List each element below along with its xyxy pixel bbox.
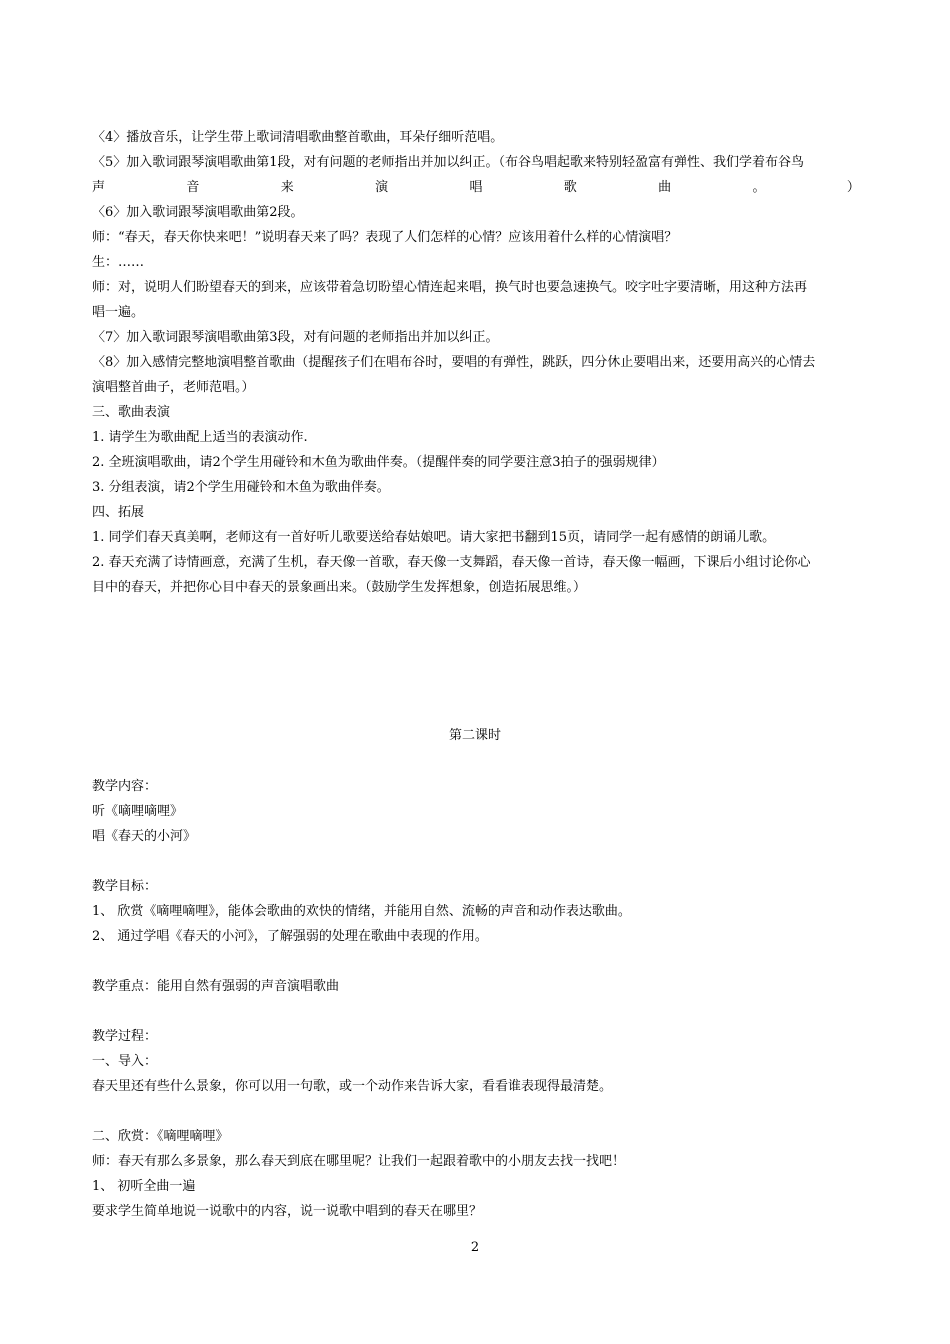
spread-char: 音 bbox=[186, 180, 200, 195]
paragraph-line: 师：春天有那么多景象，那么春天到底在哪里呢？让我们一起跟着歌中的小朋友去找一找吧！ bbox=[92, 1154, 626, 1169]
paragraph-line: 1. 请学生为歌曲配上适当的表演动作. bbox=[92, 430, 308, 445]
paragraph-line: 1、 欣赏《嘀哩嘀哩》，能体会歌曲的欢快的情绪，并能用自然、流畅的声音和动作表达歌曲。 bbox=[92, 904, 631, 919]
section-heading: 二、欣赏：《嘀哩嘀哩》 bbox=[92, 1129, 229, 1144]
spread-char: 曲 bbox=[658, 180, 672, 195]
spread-char: ） bbox=[846, 180, 860, 195]
spread-char: 。 bbox=[752, 180, 766, 195]
spread-char: 唱 bbox=[469, 180, 483, 195]
paragraph-line: 2. 春天充满了诗情画意，充满了生机，春天像一首歌，春天像一支舞蹈，春天像一首诗，春天像一幅画，下课后小组讨论你心 bbox=[92, 555, 811, 570]
paragraph-line: 1. 同学们春天真美啊，老师这有一首好听儿歌要送给春姑娘吧。请大家把书翻到15页，请同学一起有感情的朗诵儿歌。 bbox=[92, 530, 776, 545]
paragraph-line: 2. 全班演唱歌曲，请2个学生用碰铃和木鱼为歌曲伴奏。（提醒伴奏的同学要注意3拍子的强弱规律） bbox=[92, 455, 665, 470]
paragraph-line: 唱《春天的小河》 bbox=[92, 829, 197, 844]
paragraph-line: 〈7〉加入歌词跟琴演唱歌曲第3段，对有问题的老师指出并加以纠正。 bbox=[92, 330, 499, 345]
label-line: 教学过程： bbox=[92, 1029, 158, 1044]
section-heading: 四、拓展 bbox=[92, 505, 145, 520]
label-line: 教学重点：能用自然有强弱的声音演唱歌曲 bbox=[92, 979, 340, 994]
paragraph-line: 听《嘀哩嘀哩》 bbox=[92, 804, 184, 819]
label-line: 教学目标： bbox=[92, 879, 158, 894]
section-heading: 一、导入： bbox=[92, 1054, 158, 1069]
paragraph-line: 要求学生简单地说一说歌中的内容，说一说歌中唱到的春天在哪里？ bbox=[92, 1204, 483, 1219]
paragraph-line: 〈6〉加入歌词跟琴演唱歌曲第2段。 bbox=[92, 205, 304, 220]
label-line: 教学内容： bbox=[92, 779, 158, 794]
paragraph-line: 〈5〉加入歌词跟琴演唱歌曲第1段，对有问题的老师指出并加以纠正。（布谷鸟唱起歌来特别轻盈富有弹性、我们学着布谷鸟 bbox=[92, 155, 805, 170]
paragraph-line: 唱一遍。 bbox=[92, 305, 145, 320]
paragraph-line: 1、 初听全曲一遍 bbox=[92, 1179, 196, 1194]
paragraph-line: 3. 分组表演，请2个学生用碰铃和木鱼为歌曲伴奏。 bbox=[92, 480, 390, 495]
section-title: 第二课时 bbox=[448, 728, 501, 743]
paragraph-line: 〈4〉播放音乐，让学生带上歌词清唱歌曲整首歌曲，耳朵仔细听范唱。 bbox=[92, 130, 504, 145]
spread-char: 声 bbox=[92, 180, 106, 195]
paragraph-line: 2、 通过学唱《春天的小河》，了解强弱的处理在歌曲中表现的作用。 bbox=[92, 929, 488, 944]
spread-line bbox=[92, 179, 860, 197]
spread-char: 歌 bbox=[563, 180, 577, 195]
paragraph-line: 演唱整首曲子，老师范唱。） bbox=[92, 380, 255, 395]
spread-char: 来 bbox=[280, 180, 294, 195]
paragraph-line: 师：“春天，春天你快来吧！”说明春天来了吗？表现了人们怎样的心情？应该用着什么样的心情演唱？ bbox=[92, 230, 678, 245]
paragraph-line: 师：对，说明人们盼望春天的到来，应该带着急切盼望心情连起来唱，换气时也要急速换气。咬字吐字要清晰，用这种方法再 bbox=[92, 280, 808, 295]
paragraph-line: 生：…… bbox=[92, 255, 145, 270]
paragraph-line: 〈8〉加入感情完整地演唱整首歌曲（提醒孩子们在唱布谷时，要唱的有弹性，跳跃，四分休止要唱出来，还要用高兴的心情去 bbox=[92, 355, 816, 370]
page-number: 2 bbox=[470, 1240, 480, 1255]
section-heading: 三、歌曲表演 bbox=[92, 405, 171, 420]
paragraph-line: 目中的春天，并把你心目中春天的景象画出来。（鼓励学生发挥想象，创造拓展思维。） bbox=[92, 580, 587, 595]
paragraph-line: 春天里还有些什么景象，你可以用一句歌，或一个动作来告诉大家，看看谁表现得最清楚。 bbox=[92, 1079, 613, 1094]
spread-char: 演 bbox=[375, 180, 389, 195]
